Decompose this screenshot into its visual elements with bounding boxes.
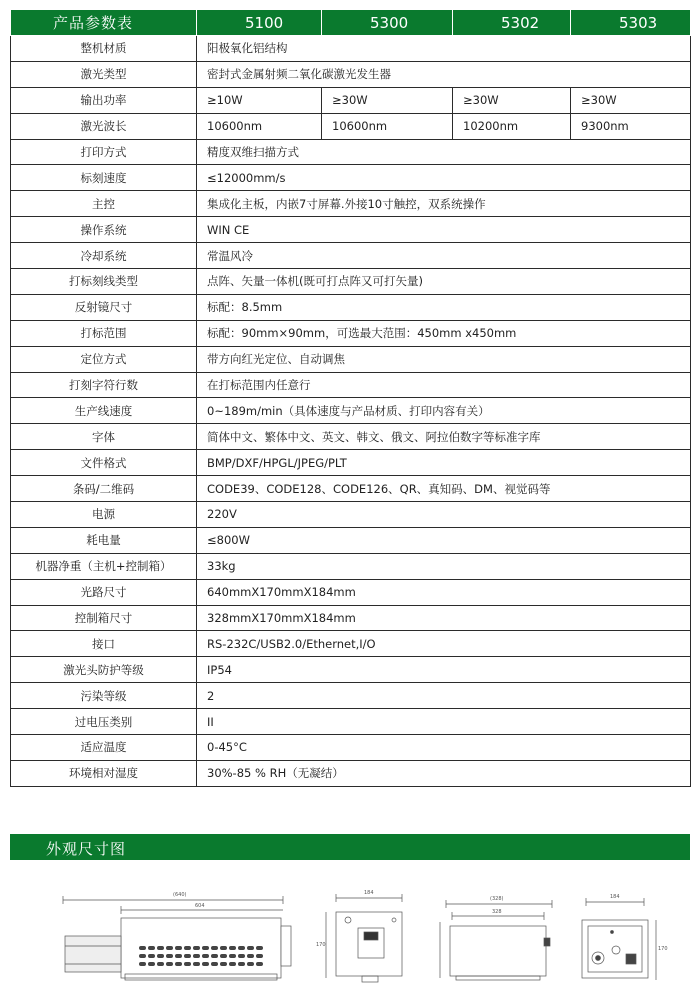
control-box-front-drawing xyxy=(572,890,672,988)
vent-slot xyxy=(184,954,191,958)
row-label: 整机材质 xyxy=(11,36,197,62)
spec-table xyxy=(10,10,691,787)
vent-slot xyxy=(211,954,218,958)
row-label: 光路尺寸 xyxy=(11,579,197,605)
table-row xyxy=(11,709,691,735)
row-value: 在打标范围内任意行 xyxy=(197,372,691,398)
row-value: ≤12000mm/s xyxy=(197,165,691,191)
row-label: 激光头防护等级 xyxy=(11,657,197,683)
table-row xyxy=(11,683,691,709)
model-header: 5100 xyxy=(197,10,322,36)
laser-head-width-label: 184 xyxy=(364,890,374,896)
vent-slot xyxy=(238,946,245,950)
row-label: 字体 xyxy=(11,424,197,450)
row-label: 污染等级 xyxy=(11,683,197,709)
vent-slot xyxy=(157,946,164,950)
row-value: 集成化主板，内嵌7寸屏幕.外接10寸触控，双系统操作 xyxy=(197,191,691,217)
table-row xyxy=(11,502,691,528)
table-row xyxy=(11,294,691,320)
row-value: 阳极氧化铝结构 xyxy=(197,36,691,62)
vent-slot xyxy=(184,962,191,966)
table-row xyxy=(11,657,691,683)
row-label: 打刻字符行数 xyxy=(11,372,197,398)
row-value: 精度双维扫描方式 xyxy=(197,139,691,165)
row-value: RS-232C/USB2.0/Ethernet,I/O xyxy=(197,631,691,657)
row-value: IP54 xyxy=(197,657,691,683)
table-row xyxy=(11,372,691,398)
table-row xyxy=(11,243,691,269)
vent-slot xyxy=(148,946,155,950)
vent-slot xyxy=(175,946,182,950)
laser-head-length-label: (640) xyxy=(173,892,187,898)
row-label: 打标刻线类型 xyxy=(11,269,197,295)
row-value: 328mmX170mmX184mm xyxy=(197,605,691,631)
row-value-cell: ≥30W xyxy=(453,87,571,113)
table-row xyxy=(11,217,691,243)
table-row xyxy=(11,320,691,346)
laser-head-body-label: 604 xyxy=(195,903,205,909)
table-row xyxy=(11,269,691,295)
control-box-length-label: (328) xyxy=(490,896,504,902)
table-row xyxy=(11,631,691,657)
vent-slot xyxy=(193,946,200,950)
vent-slot xyxy=(220,954,227,958)
row-label: 过电压类别 xyxy=(11,709,197,735)
model-header: 5302 xyxy=(453,10,571,36)
vent-slot xyxy=(139,954,146,958)
row-value-cell: 10600nm xyxy=(322,113,453,139)
vent-slot xyxy=(175,954,182,958)
row-value-cell: 9300nm xyxy=(571,113,691,139)
table-row xyxy=(11,450,691,476)
row-label: 控制箱尺寸 xyxy=(11,605,197,631)
row-label: 文件格式 xyxy=(11,450,197,476)
vent-slot xyxy=(157,954,164,958)
row-label: 操作系统 xyxy=(11,217,197,243)
vent-slot xyxy=(175,962,182,966)
table-row xyxy=(11,735,691,761)
row-value: 30%-85 % RH（无凝结） xyxy=(197,760,691,786)
vent-slot xyxy=(148,954,155,958)
vent-slot xyxy=(220,962,227,966)
control-box-body-label: 328 xyxy=(492,909,502,915)
row-label: 激光类型 xyxy=(11,61,197,87)
spec-body xyxy=(11,36,691,787)
row-value: 0~189m/min（具体速度与产品材质、打印内容有关） xyxy=(197,398,691,424)
table-row xyxy=(11,113,691,139)
row-label: 主控 xyxy=(11,191,197,217)
vent-slot xyxy=(211,962,218,966)
vent-slot xyxy=(202,946,209,950)
table-row xyxy=(11,760,691,786)
table-title-header: 产品参数表 xyxy=(11,10,197,36)
vent-slot xyxy=(202,954,209,958)
vent-slot xyxy=(139,962,146,966)
row-value: BMP/DXF/HPGL/JPEG/PLT xyxy=(197,450,691,476)
row-value: 220V xyxy=(197,502,691,528)
dimension-section-title: 外观尺寸图 xyxy=(46,840,127,858)
row-label: 打印方式 xyxy=(11,139,197,165)
row-label: 条码/二维码 xyxy=(11,476,197,502)
row-value: 带方向红光定位、自动调焦 xyxy=(197,346,691,372)
row-value: WIN CE xyxy=(197,217,691,243)
vent-slot xyxy=(247,946,254,950)
control-box-width-label: 184 xyxy=(610,894,620,900)
model-header: 5303 xyxy=(571,10,691,36)
table-row xyxy=(11,553,691,579)
row-label: 冷却系统 xyxy=(11,243,197,269)
vent-slot xyxy=(148,962,155,966)
row-label: 适应温度 xyxy=(11,735,197,761)
table-row xyxy=(11,527,691,553)
row-value: CODE39、CODE128、CODE126、QR、真知码、DM、视觉码等 xyxy=(197,476,691,502)
vent-slot xyxy=(256,962,263,966)
vent-slot xyxy=(202,962,209,966)
vent-slot xyxy=(193,962,200,966)
dimension-section-bar xyxy=(10,834,690,860)
control-box-side-drawing xyxy=(432,892,562,988)
vent-slot xyxy=(211,946,218,950)
row-label: 打标范围 xyxy=(11,320,197,346)
vent-slot xyxy=(229,954,236,958)
row-label: 反射镜尺寸 xyxy=(11,294,197,320)
vent-slot xyxy=(157,962,164,966)
vent-slot xyxy=(139,946,146,950)
vent-slot xyxy=(256,954,263,958)
vent-slot xyxy=(229,946,236,950)
table-row xyxy=(11,605,691,631)
laser-head-side-drawing xyxy=(55,886,295,986)
row-label: 激光波长 xyxy=(11,113,197,139)
table-row xyxy=(11,87,691,113)
row-label: 电源 xyxy=(11,502,197,528)
row-value: 标配：90mm×90mm，可选最大范围：450mm x450mm xyxy=(197,320,691,346)
spec-header-row xyxy=(11,10,691,36)
row-label: 接口 xyxy=(11,631,197,657)
row-value-cell: ≥10W xyxy=(197,87,322,113)
laser-head-height-label: 170 xyxy=(316,942,326,948)
row-label: 输出功率 xyxy=(11,87,197,113)
vent-slot xyxy=(238,954,245,958)
table-row xyxy=(11,424,691,450)
table-row xyxy=(11,139,691,165)
row-value: II xyxy=(197,709,691,735)
table-row xyxy=(11,579,691,605)
table-row xyxy=(11,346,691,372)
table-row xyxy=(11,476,691,502)
control-box-height-label: 170 xyxy=(658,946,668,952)
row-label: 定位方式 xyxy=(11,346,197,372)
vent-slot xyxy=(247,962,254,966)
row-value: 2 xyxy=(197,683,691,709)
table-row xyxy=(11,191,691,217)
row-value: 常温风冷 xyxy=(197,243,691,269)
vent-slot xyxy=(229,962,236,966)
vent-slot xyxy=(166,962,173,966)
row-value: 33kg xyxy=(197,553,691,579)
row-value: 密封式金属射频二氧化碳激光发生器 xyxy=(197,61,691,87)
row-value: 0-45°C xyxy=(197,735,691,761)
table-row xyxy=(11,36,691,62)
row-value: 点阵、矢量一体机(既可打点阵又可打矢量) xyxy=(197,269,691,295)
row-value-cell: ≥30W xyxy=(322,87,453,113)
row-label: 耗电量 xyxy=(11,527,197,553)
model-header: 5300 xyxy=(322,10,453,36)
row-label: 标刻速度 xyxy=(11,165,197,191)
table-row xyxy=(11,61,691,87)
vent-slot xyxy=(247,954,254,958)
table-row xyxy=(11,398,691,424)
laser-head-front-drawing xyxy=(312,888,412,988)
row-value-cell: ≥30W xyxy=(571,87,691,113)
row-value-cell: 10600nm xyxy=(197,113,322,139)
vent-slot xyxy=(220,946,227,950)
table-row xyxy=(11,165,691,191)
vent-slot xyxy=(184,946,191,950)
row-label: 机器净重（主机+控制箱） xyxy=(11,553,197,579)
row-label: 环境相对湿度 xyxy=(11,760,197,786)
row-value-cell: 10200nm xyxy=(453,113,571,139)
vent-slot xyxy=(166,946,173,950)
vent-slot xyxy=(238,962,245,966)
vent-slot xyxy=(166,954,173,958)
row-value: 640mmX170mmX184mm xyxy=(197,579,691,605)
row-value: ≤800W xyxy=(197,527,691,553)
vent-slot xyxy=(256,946,263,950)
row-value: 简体中文、繁体中文、英文、韩文、俄文、阿拉伯数字等标准字库 xyxy=(197,424,691,450)
row-label: 生产线速度 xyxy=(11,398,197,424)
row-value: 标配：8.5mm xyxy=(197,294,691,320)
vent-slot xyxy=(193,954,200,958)
